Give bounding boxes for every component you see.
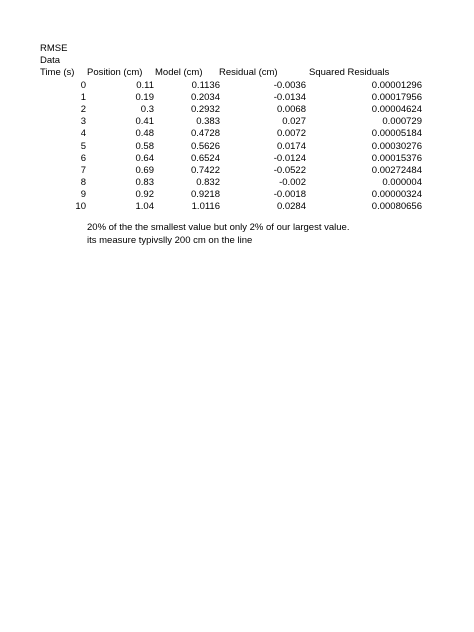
residual-cell: -0.0522 — [273, 164, 306, 176]
squared-residual-cell: 0.00000324 — [371, 188, 422, 200]
position-cell: 0.19 — [135, 92, 154, 104]
header-model: Model (cm) — [155, 67, 203, 78]
time-cell: 9 — [80, 188, 86, 200]
position-cell: 0.83 — [135, 176, 154, 188]
model-cell: 1.0116 — [191, 201, 220, 212]
model-cell: 0.2034 — [190, 92, 220, 104]
time-cell: 7 — [80, 164, 86, 176]
residual-cell: 0.027 — [282, 116, 306, 128]
sheet-title: RMSE — [40, 43, 68, 54]
squared-residual-cell: 0.00001296 — [371, 80, 422, 91]
note-line-2: its measure typivslly 200 cm on the line — [87, 235, 253, 246]
table-row — [0, 104, 474, 116]
time-cell: 5 — [80, 140, 86, 152]
table-row — [0, 165, 474, 177]
squared-residual-cell: 0.00005184 — [371, 128, 422, 140]
header-time: Time (s) — [40, 67, 75, 78]
table-row — [0, 153, 474, 165]
position-cell: 0.64 — [135, 152, 154, 164]
residual-cell: -0.002 — [279, 176, 306, 188]
residual-cell: 0.0068 — [276, 104, 306, 116]
position-cell: 0.41 — [135, 116, 154, 128]
time-cell: 10 — [75, 201, 86, 212]
residual-cell: -0.0134 — [273, 92, 306, 104]
time-cell: 3 — [80, 116, 86, 128]
model-cell: 0.6524 — [190, 152, 220, 164]
residual-cell: 0.0174 — [276, 140, 306, 152]
table-row — [0, 80, 474, 92]
model-cell: 0.7422 — [190, 164, 220, 176]
squared-residual-cell: 0.000729 — [382, 116, 422, 128]
squared-residual-cell: 0.000004 — [382, 176, 422, 188]
time-cell: 0 — [80, 80, 86, 91]
squared-residual-cell: 0.00030276 — [371, 140, 422, 152]
table-row — [0, 177, 474, 189]
time-cell: 2 — [80, 104, 86, 116]
model-cell: 0.5626 — [190, 140, 220, 152]
time-cell: 8 — [80, 176, 86, 188]
residual-cell: 0.0284 — [276, 201, 306, 212]
table-row — [0, 128, 474, 140]
section-label: Data — [40, 55, 61, 66]
residual-cell: 0.0072 — [276, 128, 306, 140]
note-line-1: 20% of the the smallest value but only 2% of our largest value. — [87, 222, 350, 233]
time-cell: 6 — [80, 152, 86, 164]
header-residual: Residual (cm) — [219, 67, 278, 78]
position-cell: 0.92 — [135, 188, 154, 200]
model-cell: 0.9218 — [190, 188, 220, 200]
model-cell: 0.2932 — [190, 104, 220, 116]
squared-residual-cell: 0.00080656 — [371, 201, 422, 212]
position-cell: 1.04 — [135, 201, 154, 212]
header-squared-residuals: Squared Residuals — [309, 67, 390, 78]
residual-cell: -0.0124 — [273, 152, 306, 164]
position-cell: 0.11 — [136, 80, 154, 91]
model-cell: 0.383 — [196, 116, 220, 128]
residual-cell: -0.0018 — [273, 188, 306, 200]
table-row — [0, 116, 474, 128]
position-cell: 0.3 — [140, 104, 154, 116]
squared-residual-cell: 0.00015376 — [371, 152, 422, 164]
position-cell: 0.69 — [135, 164, 154, 176]
time-cell: 4 — [80, 128, 86, 140]
position-cell: 0.58 — [135, 140, 154, 152]
table-row — [0, 92, 474, 104]
model-cell: 0.4728 — [190, 128, 220, 140]
time-cell: 1 — [80, 92, 86, 104]
table-row — [0, 141, 474, 153]
position-cell: 0.48 — [135, 128, 154, 140]
model-cell: 0.1136 — [191, 80, 220, 91]
header-position: Position (cm) — [87, 67, 143, 78]
residual-cell: -0.0036 — [273, 80, 306, 91]
table-row — [0, 201, 474, 213]
squared-residual-cell: 0.00004624 — [371, 104, 422, 116]
squared-residual-cell: 0.00272484 — [371, 164, 422, 176]
table-row — [0, 189, 474, 201]
squared-residual-cell: 0.00017956 — [371, 92, 422, 104]
model-cell: 0.832 — [196, 176, 220, 188]
